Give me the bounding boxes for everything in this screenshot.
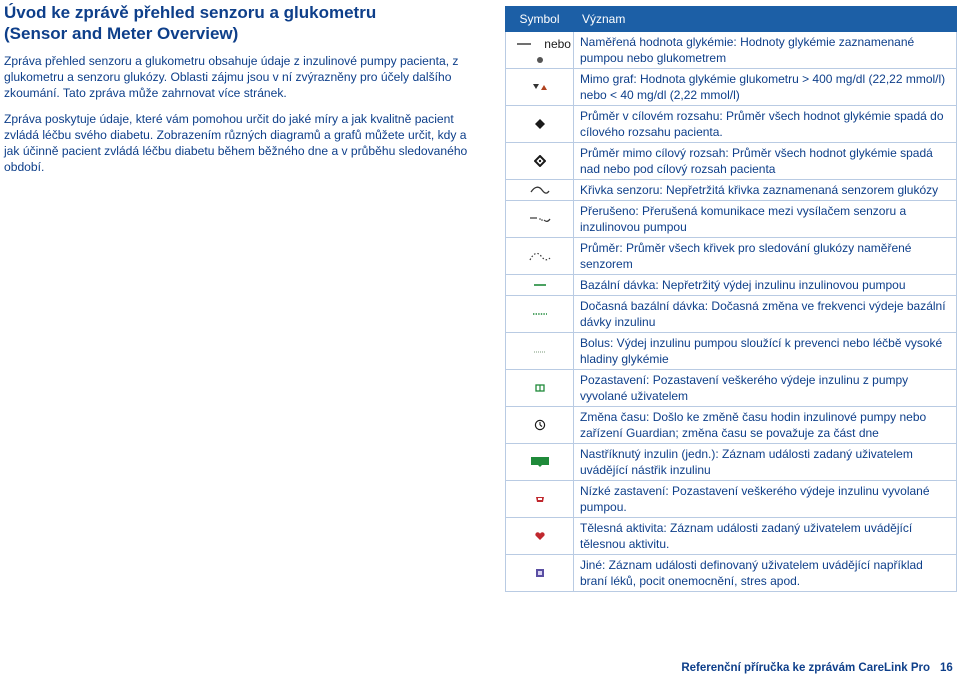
table-row bbox=[506, 333, 957, 370]
table-row bbox=[506, 444, 957, 481]
glucose-reading-icon bbox=[506, 32, 574, 69]
legend-text: Křivka senzoru: Nepřetržitá křivka zaznamenaná senzorem glukózy bbox=[574, 180, 957, 201]
table-row bbox=[506, 106, 957, 143]
legend-text: Nízké zastavení: Pozastavení veškerého výdeje inzulinu vyvolané pumpou. bbox=[574, 481, 957, 518]
dash-line-icon bbox=[517, 41, 531, 47]
legend-text: Přerušeno: Přerušená komunikace mezi vysílačem senzoru a inzulinovou pumpou bbox=[574, 201, 957, 238]
table-row bbox=[506, 481, 957, 518]
average-curve-icon bbox=[506, 238, 574, 275]
table-row bbox=[506, 407, 957, 444]
table-row bbox=[506, 275, 957, 296]
footer-reference bbox=[0, 662, 930, 674]
bolus-icon bbox=[506, 333, 574, 370]
legend-text: Dočasná bazální dávka: Dočasná změna ve frekvenci výdeje bazální dávky inzulinu bbox=[574, 296, 957, 333]
temp-basal-icon bbox=[506, 296, 574, 333]
table-row bbox=[506, 518, 957, 555]
header-symbol: Symbol bbox=[506, 7, 574, 32]
time-change-icon bbox=[506, 407, 574, 444]
legend-header-row bbox=[506, 7, 957, 32]
sensor-curve-icon bbox=[506, 180, 574, 201]
table-row bbox=[506, 143, 957, 180]
intro-section bbox=[4, 2, 480, 185]
table-row bbox=[506, 296, 957, 333]
page-number: 16 bbox=[940, 662, 953, 674]
dot-icon bbox=[535, 55, 545, 65]
nebo-label: nebo bbox=[544, 36, 571, 51]
basal-line-icon bbox=[506, 275, 574, 296]
off-chart-triangles-icon bbox=[506, 69, 574, 106]
interrupted-curve-icon bbox=[506, 201, 574, 238]
table-row bbox=[506, 238, 957, 275]
table-row bbox=[506, 69, 957, 106]
injected-insulin-icon bbox=[506, 444, 574, 481]
table-row bbox=[506, 555, 957, 592]
legend-text: Průměr mimo cílový rozsah: Průměr všech hodnot glykémie spadá nad nebo pod cílový rozsah pacienta bbox=[574, 143, 957, 180]
intro-paragraph: Zpráva přehled senzoru a glukometru obsahuje údaje z inzulinové pumpy pacienta, z glukometru a senzoru glukózy. Oblasti zájmu jsou v ní zvýrazněny pro účely dalšího zkoumání. Tato zpráva může zahrnovat více stránek. bbox=[4, 54, 459, 100]
symbol-legend-table bbox=[505, 6, 957, 592]
suspend-icon bbox=[506, 370, 574, 407]
other-event-icon bbox=[506, 555, 574, 592]
legend-text: Jiné: Záznam události definovaný uživatelem uvádějící například braní léků, pocit onemocnění, stres apod. bbox=[574, 555, 957, 592]
legend-text: Nastříknutý inzulin (jedn.): Záznam události zadaný uživatelem uvádějící nástřik inzulinu bbox=[574, 444, 957, 481]
table-row bbox=[506, 32, 957, 69]
legend-text: Průměr: Průměr všech křivek pro sledování glukózy naměřené senzorem bbox=[574, 238, 957, 275]
legend-text: Tělesná aktivita: Záznam události zadaný uživatelem uvádějící tělesnou aktivitu. bbox=[574, 518, 957, 555]
header-meaning: Význam bbox=[574, 7, 957, 32]
page-title-line1: Úvod ke zprávě přehled senzoru a glukometru bbox=[4, 3, 377, 22]
low-suspend-icon bbox=[506, 481, 574, 518]
table-row bbox=[506, 370, 957, 407]
average-in-target-diamond-icon bbox=[506, 106, 574, 143]
footer-suffix: Pro bbox=[907, 662, 930, 674]
average-off-target-diamond-icon bbox=[506, 143, 574, 180]
page-title-line2: (Sensor and Meter Overview) bbox=[4, 24, 239, 43]
table-row bbox=[506, 201, 957, 238]
legend-text: Mimo graf: Hodnota glykémie glukometru > 400 mg/dl (22,22 mmol/l) nebo < 40 mg/dl (2,22 mmol/l) bbox=[574, 69, 957, 106]
exercise-heart-icon bbox=[506, 518, 574, 555]
footer-prefix: Referenční příručka ke zprávám bbox=[681, 662, 859, 674]
intro-paragraph: Zpráva poskytuje údaje, které vám pomohou určit do jaké míry a jak kvalitně pacient zvládá léčbu svého diabetu. Zobrazením různých diagramů a grafů můžete určit, kdy a jak účinně pacient zvládá léčbu diabetu během běžného dne a v průběhu sledovaného období. bbox=[4, 112, 468, 174]
legend-text: Průměr v cílovém rozsahu: Průměr všech hodnot glykémie spadá do cílového rozsahu pacienta. bbox=[574, 106, 957, 143]
legend-text: Bazální dávka: Nepřetržitý výdej inzulinu inzulinovou pumpou bbox=[574, 275, 957, 296]
table-row bbox=[506, 180, 957, 201]
legend-text: Pozastavení: Pozastavení veškerého výdeje inzulinu z pumpy vyvolané uživatelem bbox=[574, 370, 957, 407]
legend-text: Naměřená hodnota glykémie: Hodnoty glykémie zaznamenané pumpou nebo glukometrem bbox=[574, 32, 957, 69]
page-title bbox=[4, 2, 480, 44]
legend-text: Změna času: Došlo ke změně času hodin inzulinové pumpy nebo zařízení Guardian; změna času se považuje za část dne bbox=[574, 407, 957, 444]
footer-brand: CareLink bbox=[858, 662, 908, 674]
legend-text: Bolus: Výdej inzulinu pumpou sloužící k prevenci nebo léčbě vysoké hladiny glykémie bbox=[574, 333, 957, 370]
